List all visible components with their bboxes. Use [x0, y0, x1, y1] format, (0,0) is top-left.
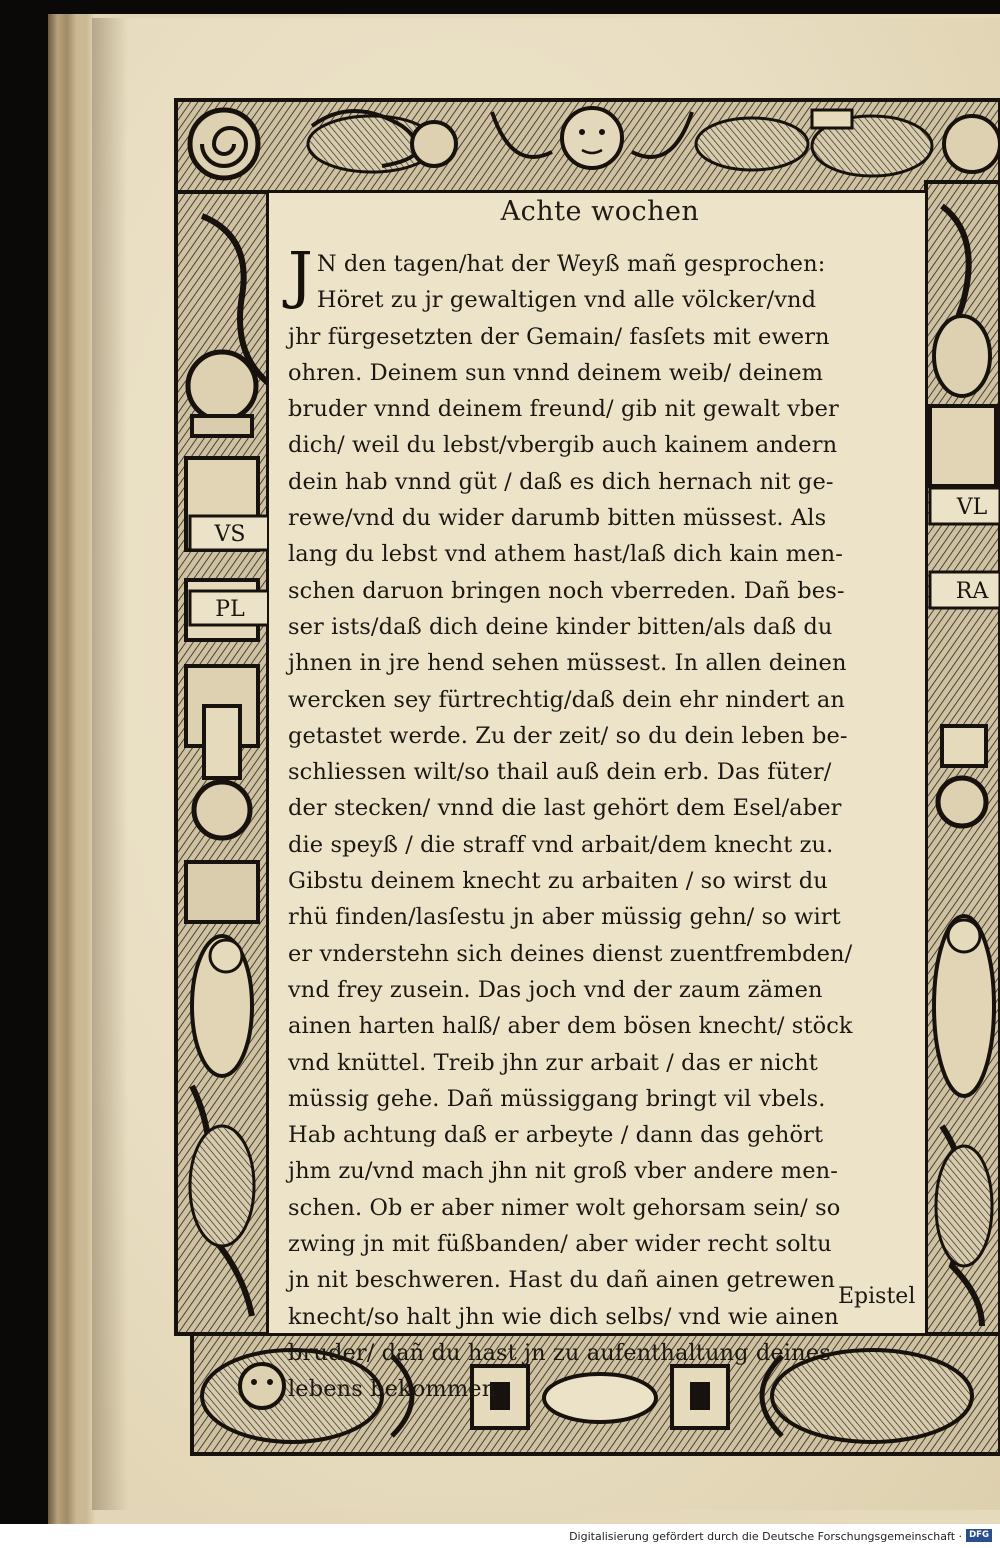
- text-line: schliessen wilt/so thail auß dein erb. Das füter/: [288, 759, 832, 786]
- page-heading: Achte wochen: [500, 196, 700, 227]
- text-line: jhr fürgesetzten der Gemain/ fasſets mit ewern: [288, 323, 830, 350]
- top-ornament-strip: [176, 100, 1000, 192]
- text-line: jhnen in jre hend sehen müssest. In allen deinen: [288, 650, 847, 677]
- body-text: [288, 238, 928, 1408]
- left-ornament-column: [176, 192, 272, 1334]
- text-line: ainen harten halß/ aber dem bösen knecht/ stöck: [288, 1013, 853, 1040]
- text-line: vnd frey zusein. Das joch vnd der zaum zämen: [288, 976, 823, 1003]
- text-line: zwing jn mit füßbanden/ aber wider recht soltu: [288, 1231, 832, 1258]
- text-line: Höret zu jr gewaltigen vnd alle völcker/vnd: [316, 287, 817, 314]
- text-line: jn nit beschweren. Hast du dañ ainen getrewen: [288, 1267, 836, 1294]
- text-line: schen. Ob er aber nimer wolt gehorsam sein/ so: [288, 1194, 841, 1221]
- text-line: getastet werde. Zu der zeit/ so du dein leben be-: [288, 722, 848, 749]
- text-line: jhm zu/vnd mach jhn nit groß vber andere men-: [288, 1158, 838, 1185]
- text-line: rhü finden/lasſestu jn aber müssig gehn/ so wirt: [288, 904, 841, 931]
- drop-capital: J: [288, 238, 313, 311]
- catchword: Epistel: [838, 1284, 916, 1309]
- text-line: wercken sey fürtrechtig/daß dein ehr nindert an: [288, 686, 845, 713]
- text-line: vnd knüttel. Treib jhn zur arbait / das er nicht: [288, 1049, 818, 1076]
- banner-left-top: VS: [214, 522, 246, 547]
- right-ornament-column: [926, 182, 1000, 1334]
- text-line: Gibstu deinem knecht zu arbaiten / so wirst du: [288, 868, 828, 895]
- text-line: N den tagen/hat der Weyß mañ gesprochen:: [316, 251, 826, 277]
- banner-right-bottom: RA: [955, 579, 989, 604]
- text-line: bruder/ dañ du hast jn zu aufenthaltung deines: [288, 1339, 831, 1366]
- banner-right-top: VL: [956, 495, 988, 520]
- text-line: der stecken/ vnnd die last gehört dem Esel/aber: [288, 795, 842, 822]
- text-line: dich/ weil du lebst/vbergib auch kainem andern: [288, 432, 838, 459]
- text-line: bruder vnnd deinem freund/ gib nit gewalt vber: [288, 396, 839, 423]
- text-line: ser ists/daß dich deine kinder bitten/als daß du: [288, 613, 833, 640]
- text-line: dein hab vnnd güt / daß es dich hernach nit ge-: [288, 468, 834, 495]
- text-line: lebens bekommen: [288, 1376, 497, 1403]
- text-line: schen daruon bringen noch vberreden. Dañ bes-: [288, 577, 845, 604]
- text-line: müssig gehe. Dañ müssiggang bringt vil vbels.: [288, 1085, 826, 1112]
- text-line: er vnderstehn sich deines dienst zuentfrembden/: [288, 940, 853, 967]
- text-line: knecht/so halt jhn wie dich selbs/ vnd wie ainen: [288, 1303, 839, 1330]
- funding-credit: Digitalisierung gefördert durch die Deutsche Forschungsgemeinschaft ·: [569, 1530, 962, 1543]
- banner-left-bottom: PL: [215, 597, 245, 622]
- text-line: die speyß / die straff vnd arbait/dem knecht zu.: [288, 831, 834, 858]
- text-line: rewe/vnd du wider darumb bitten müssest. Als: [288, 505, 827, 532]
- spine-shadow: [92, 18, 128, 1510]
- dfg-logo: DFG: [966, 1529, 992, 1542]
- text-line: Hab achtung daß er arbeyte / dann das gehört: [288, 1122, 824, 1149]
- text-line: ohren. Deinem sun vnnd deinem weib/ deinem: [288, 359, 824, 386]
- text-line: lang du lebst vnd athem hast/laß dich kain men-: [288, 541, 843, 568]
